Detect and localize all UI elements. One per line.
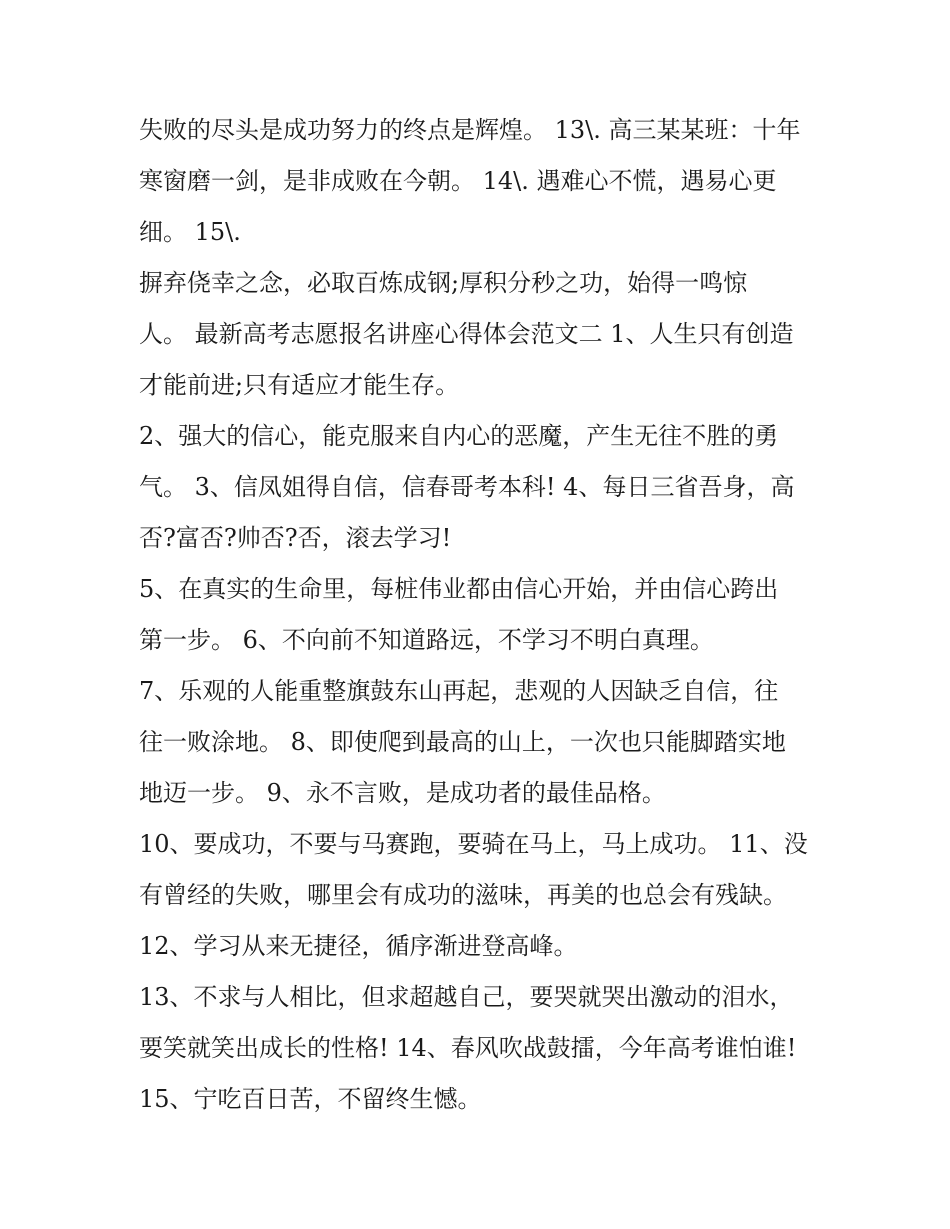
document-body: [139, 112, 819, 1132]
text-line: 寒窗磨一剑，是非成败在今朝。 14\. 遇难心不慌，遇易心更: [139, 167, 777, 195]
text-line: 13、不求与人相比，但求超越自己，要哭就哭出激动的泪水，: [139, 983, 794, 1011]
text-line: 才能前进;只有适应才能生存。: [139, 371, 460, 399]
text-line: 否?富否?帅否?否，滚去学习!: [139, 524, 452, 552]
text-line: 10、要成功，不要与马赛跑，要骑在马上，马上成功。 11、没: [139, 830, 808, 858]
text-line: 细。 15\.: [139, 218, 241, 246]
text-line: 气。 3、信凤姐得自信，信春哥考本科! 4、每日三省吾身，高: [139, 473, 795, 501]
text-line: 2、强大的信心，能克服来自内心的恶魔，产生无往不胜的勇: [139, 422, 779, 450]
text-line: 5、在真实的生命里，每桩伟业都由信心开始，并由信心跨出: [139, 575, 779, 603]
text-line: 地迈一步。 9、永不言败，是成功者的最佳品格。: [139, 779, 666, 807]
text-line: 15、宁吃百日苦，不留终生憾。: [139, 1085, 482, 1113]
text-line: 有曾经的失败，哪里会有成功的滋味，再美的也总会有残缺。: [139, 881, 787, 909]
text-line: 人。 最新高考志愿报名讲座心得体会范文二 1、人生只有创造: [139, 320, 794, 348]
text-line: 摒弃侥幸之念，必取百炼成钢;厚积分秒之功，始得一鸣惊: [139, 269, 748, 297]
text-line: 要笑就笑出成长的性格! 14、春风吹战鼓擂，今年高考谁怕谁!: [139, 1034, 797, 1062]
text-line: 7、乐观的人能重整旗鼓东山再起，悲观的人因缺乏自信，往: [139, 677, 779, 705]
text-line: 第一步。 6、不向前不知道路远，不学习不明白真理。: [139, 626, 714, 654]
text-line: 12、学习从来无捷径，循序渐进登高峰。: [139, 932, 578, 960]
text-line: 失败的尽头是成功努力的终点是辉煌。 13\. 高三某某班：十年: [139, 116, 801, 144]
text-line: 往一败涂地。 8、即使爬到最高的山上，一次也只能脚踏实地: [139, 728, 786, 756]
